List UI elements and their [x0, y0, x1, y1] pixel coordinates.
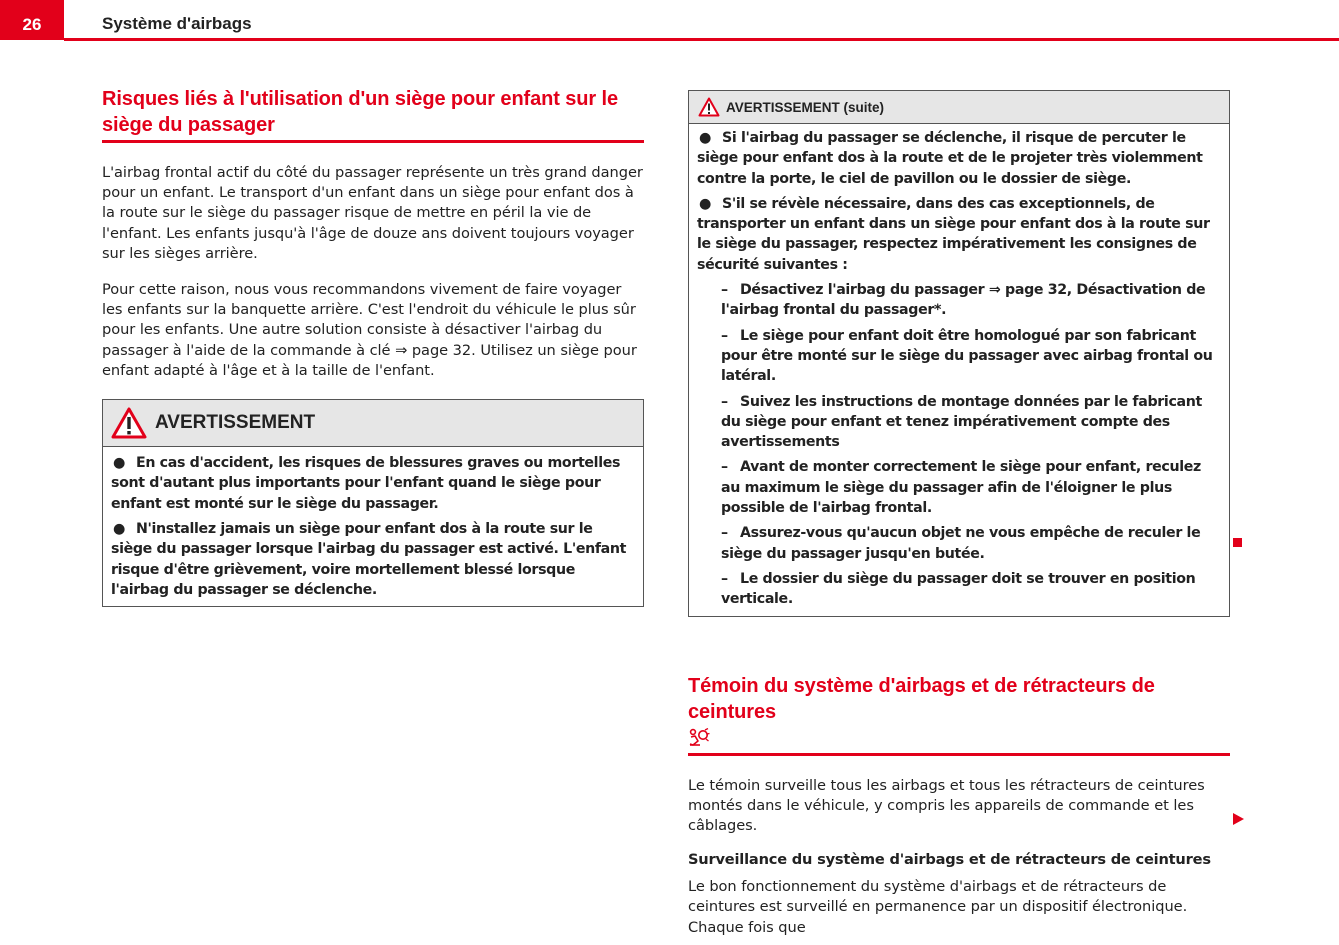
warning-item [111, 519, 635, 600]
warning-item-text: N'installez jamais un siège pour enfant dos à la route sur le siège du passager lorsque l'airbag du passager est activé. L'enfant risque d'être grièvement, voire mortellement blessé lorsque l'airbag du passager se déclenche. [111, 520, 627, 598]
warning-sub-item [721, 326, 1221, 387]
dash-symbol: – [721, 459, 728, 476]
bullet-symbol: ● [113, 455, 126, 472]
paragraph-recommendation-text-end: . Utilisez un siège pour enfant adapté à l'âge et à la taille de l'enfant. [102, 341, 637, 379]
page-header [0, 0, 1339, 41]
warning-item-text: S'il se révèle nécessaire, dans des cas exceptionnels, de transporter un enfant dans un siège pour enfant dos à la route sur le siège du passager, respectez impérativement les consignes de sécurité suivantes : [697, 195, 1210, 273]
warning-sub-item-text: Le dossier du siège du passager doit se trouver en position verticale. [721, 570, 1196, 608]
header-rule [64, 38, 1339, 41]
warning-item-text: Si l'airbag du passager se déclenche, il risque de percuter le siège pour enfant dos à la route et de le projeter très violemment contre la porte, le ciel de pavillon ou le dossier de siège. [697, 130, 1203, 187]
warning-sub-item [721, 392, 1221, 453]
section-end-marker [1233, 538, 1242, 547]
bullet-symbol: ● [113, 520, 126, 537]
paragraph-recommendation-text: Pour cette raison, nous vous recommandons vivement de faire voyager les enfants sur la banquette arrière. C'est l'endroit du véhicule le plus sûr pour les enfants. Une autre solution consiste à désactiver l'airbag du passager à l'aide de la commande à clé [102, 281, 636, 359]
warning-box-continued [688, 90, 1230, 617]
continued-arrow-icon [1233, 813, 1244, 825]
airbag-warning-light-icon [688, 728, 710, 748]
warning-item-text: En cas d'accident, les risques de blessures graves ou mortelles sont d'autant plus importants pour l'enfant quand le siège pour enfant est monté sur le siège du passager. [111, 455, 621, 512]
section-title-child-seat-risks: Risques liés à l'utilisation d'un siège pour enfant sur le siège du passager [102, 86, 644, 143]
paragraph-child-danger: L'airbag frontal actif du côté du passager représente un très grand danger pour un enfant. Le transport d'un enfant dans un siège pour enfant dos à la route sur le siège du passager risque de mettre en péril la vie de l'enfant. Les enfants jusqu'à l'âge de douze ans doivent toujours voyager sur les sièges arrière. [102, 164, 643, 262]
left-column [102, 86, 644, 607]
warning-triangle-icon [111, 407, 147, 439]
dash-symbol: – [721, 327, 728, 344]
warning-triangle-icon [698, 97, 720, 117]
subheading-monitoring: Surveillance du système d'airbags et de rétracteurs de ceintures [688, 851, 1211, 869]
warning-item [697, 128, 1221, 189]
page-number: 26 [0, 0, 64, 40]
warning-sub-item-text: Assurez-vous qu'aucun objet ne vous empêche de reculer le siège du passager jusqu'en butée. [721, 525, 1201, 562]
warning-sub-item-text: Désactivez l'airbag du passager ⇒ page 32, Désactivation de l'airbag frontal du passager*. [721, 282, 1206, 319]
warning-title: AVERTISSEMENT [155, 412, 316, 434]
warning-sub-item [721, 457, 1221, 518]
warning-box-header [103, 400, 643, 447]
warning-sub-item-text: Avant de monter correctement le siège pour enfant, reculez au maximum le siège du passager afin de l'éloigner le plus possible de l'airbag frontal. [721, 459, 1201, 517]
dash-symbol: – [721, 393, 728, 410]
warning-box-header [689, 91, 1229, 124]
bullet-symbol: ● [699, 130, 712, 146]
warning-title: AVERTISSEMENT (suite) [726, 99, 885, 115]
warning-item [111, 453, 635, 514]
dash-symbol: – [721, 525, 728, 542]
section-title-text: Témoin du système d'airbags et de rétracteurs de ceintures [688, 674, 1155, 723]
warning-box-body [103, 447, 643, 606]
dash-symbol: – [721, 282, 728, 299]
warning-sub-item [721, 523, 1221, 564]
section-title-airbag-warning-light [688, 673, 1230, 756]
bullet-symbol: ● [699, 195, 712, 212]
warning-sub-item-text: Le siège pour enfant doit être homologué par son fabricant pour être monté sur le siège du passager avec airbag frontal ou latéral. [721, 327, 1213, 385]
page-reference-link[interactable]: ⇒ page 32 [395, 341, 472, 359]
warning-sub-item [721, 569, 1221, 610]
dash-symbol: – [721, 570, 728, 587]
warning-sub-item [721, 280, 1221, 321]
warning-item [697, 194, 1221, 275]
paragraph-monitoring: Le bon fonctionnement du système d'airbags et de rétracteurs de ceintures est surveillé en permanence par un dispositif électronique. Chaque fois que [688, 878, 1188, 936]
paragraph-recommendation [102, 280, 644, 381]
right-column [688, 90, 1230, 938]
warning-box-body [689, 124, 1229, 616]
warning-sub-item-text: Suivez les instructions de montage données par le fabricant du siège pour enfant et tenez impérativement compte des avertissements [721, 393, 1202, 451]
paragraph-warning-light: Le témoin surveille tous les airbags et tous les rétracteurs de ceintures montés dans le véhicule, y compris les appareils de commande et les câblages. [688, 776, 1205, 834]
warning-box [102, 399, 644, 607]
chapter-title: Système d'airbags [102, 14, 252, 33]
